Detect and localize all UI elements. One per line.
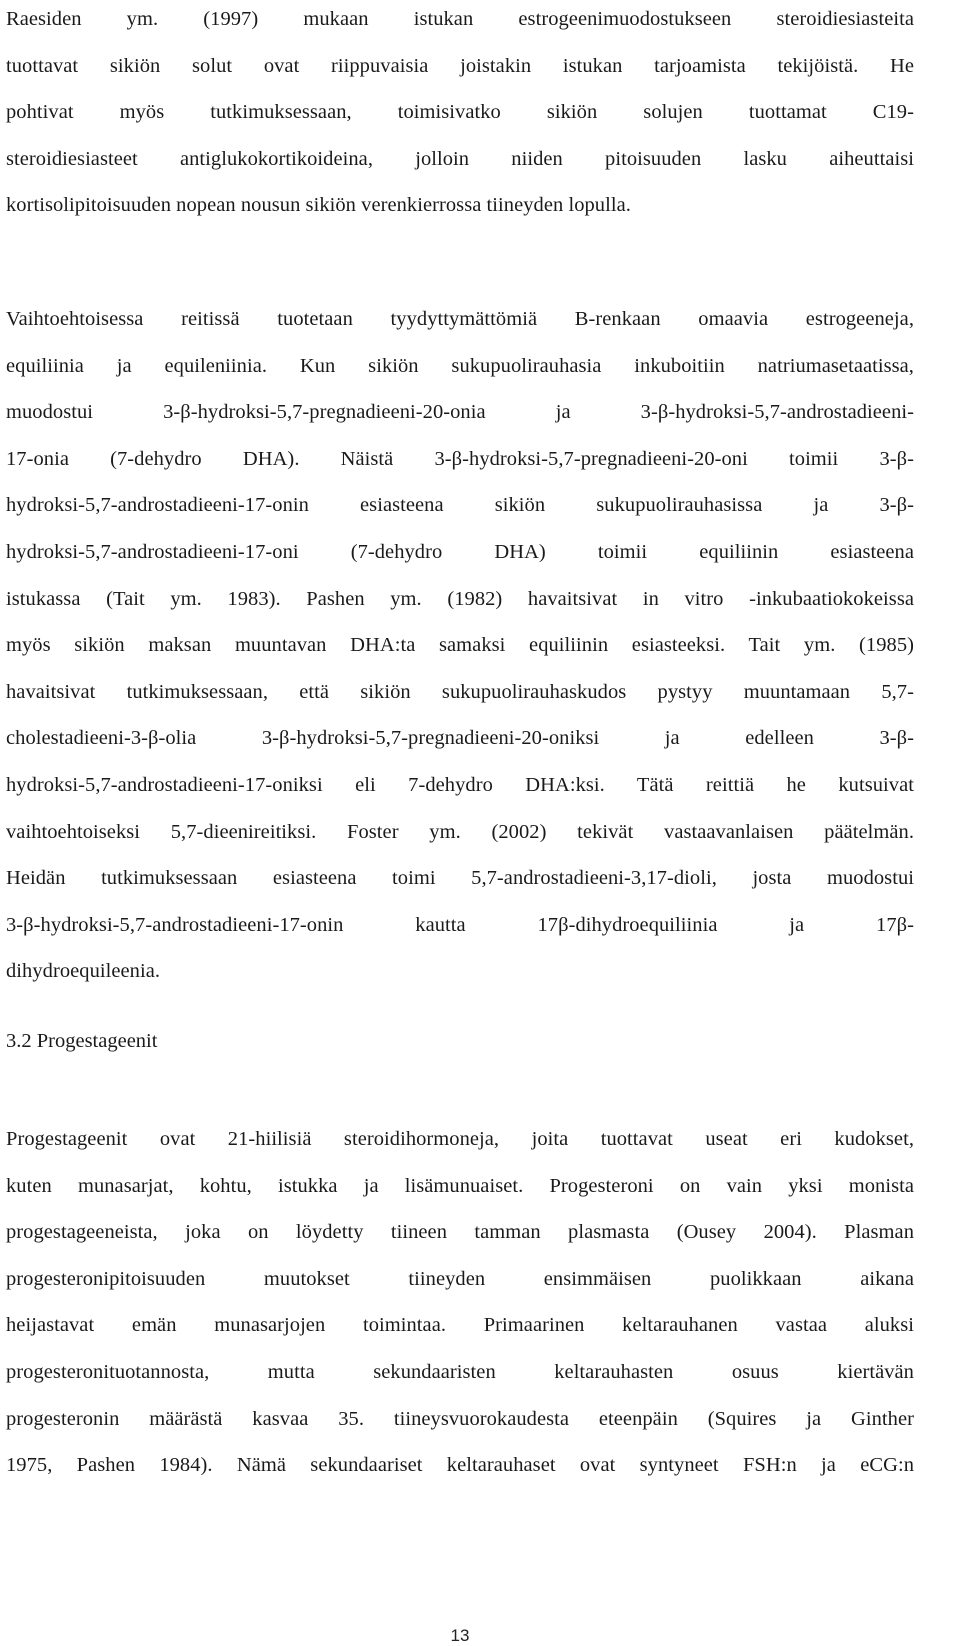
text-line: Heidän tutkimuksessaan esiasteena toimi 5,7-androstadieeni-3,17-dioli, josta muodostui [6, 867, 914, 890]
text-line: tuottavat sikiön solut ovat riippuvaisia joistakin istukan tarjoamista tekijöistä. He [6, 54, 914, 77]
page-number: 13 [450, 1626, 470, 1645]
text-line: vaihtoehtoiseksi 5,7-dieenireitiksi. Foster ym. (2002) tekivät vastaavanlaisen päätelmän. [6, 820, 914, 843]
text-line: Raesiden ym. (1997) mukaan istukan estrogeenimuodostukseen steroidiesiasteita [6, 8, 914, 30]
text-line: cholestadieeni-3-β-olia 3-β-hydroksi-5,7-pregnadieeni-20-oniksi ja edelleen 3-β- [6, 727, 914, 750]
section-heading: 3.2 Progestageenit [6, 1030, 158, 1052]
text-line: istukassa (Tait ym. 1983). Pashen ym. (1982) havaitsivat in vitro -inkubaatiokokeissa [6, 587, 914, 610]
text-line: progestageeneista, joka on löydetty tiineen tamman plasmasta (Ousey 2004). Plasman [6, 1221, 914, 1244]
paragraph-progestagens [6, 1116, 914, 1489]
text-line: steroidiesiasteet antiglukokortikoideina, jolloin niiden pitoisuuden lasku aiheuttaisi [6, 147, 914, 170]
text-line: heijastavat emän munasarjojen toimintaa. Primaarinen keltarauhanen vastaa aluksi [6, 1314, 914, 1337]
text-line: progesteronipitoisuuden muutokset tiineyden ensimmäisen puolikkaan aikana [6, 1267, 914, 1290]
text-line: kortisolipitoisuuden nopean nousun sikiön verenkierrossa tiineyden lopulla. [6, 194, 631, 217]
text-line: dihydroequileenia. [6, 960, 161, 983]
text-line: Progestageenit ovat 21-hiilisiä steroidihormoneja, joita tuottavat useat eri kudokset, [6, 1128, 914, 1150]
text-line: hydroksi-5,7-androstadieeni-17-oni (7-dehydro DHA) toimii equiliinin esiasteena [6, 540, 914, 563]
text-line: 17-onia (7-dehydro DHA). Näistä 3-β-hydroksi-5,7-pregnadieeni-20-oni toimii 3-β- [6, 447, 914, 470]
text-line: hydroksi-5,7-androstadieeni-17-oniksi eli 7-dehydro DHA:ksi. Tätä reittiä he kutsuivat [6, 773, 914, 796]
text-line: hydroksi-5,7-androstadieeni-17-onin esiasteena sikiön sukupuolirauhasissa ja 3-β- [6, 494, 914, 517]
paragraph-raesiden [6, 0, 914, 229]
paragraph-alternative-pathway [6, 296, 914, 995]
text-line: 3-β-hydroksi-5,7-androstadieeni-17-onin kautta 17β-dihydroequiliinia ja 17β- [6, 913, 914, 936]
text-line: 1975, Pashen 1984). Nämä sekundaariset keltarauhaset ovat syntyneet FSH:n ja eCG:n [6, 1454, 914, 1477]
text-line: muodostui 3-β-hydroksi-5,7-pregnadieeni-20-onia ja 3-β-hydroksi-5,7-androstadieeni- [6, 401, 914, 424]
text-line: equiliinia ja equileniinia. Kun sikiön sukupuolirauhasia inkuboitiin natriumasetaatissa, [6, 354, 914, 377]
text-line: havaitsivat tutkimuksessaan, että sikiön sukupuolirauhaskudos pystyy muuntamaan 5,7- [6, 680, 914, 703]
text-line: myös sikiön maksan muuntavan DHA:ta samaksi equiliinin esiasteeksi. Tait ym. (1985) [6, 634, 914, 657]
text-line: kuten munasarjat, kohtu, istukka ja lisämunuaiset. Progesteroni on vain yksi monista [6, 1174, 914, 1197]
text-line: pohtivat myös tutkimuksessaan, toimisivatko sikiön solujen tuottamat C19- [6, 101, 914, 124]
text-line: Vaihtoehtoisessa reitissä tuotetaan tyydyttymättömiä B-renkaan omaavia estrogeeneja, [6, 308, 914, 330]
text-line: progesteronin määrästä kasvaa 35. tiineysvuorokaudesta eteenpäin (Squires ja Ginther [6, 1407, 914, 1430]
text-line: progesteronituotannosta, mutta sekundaaristen keltarauhasten osuus kiertävän [6, 1360, 914, 1383]
